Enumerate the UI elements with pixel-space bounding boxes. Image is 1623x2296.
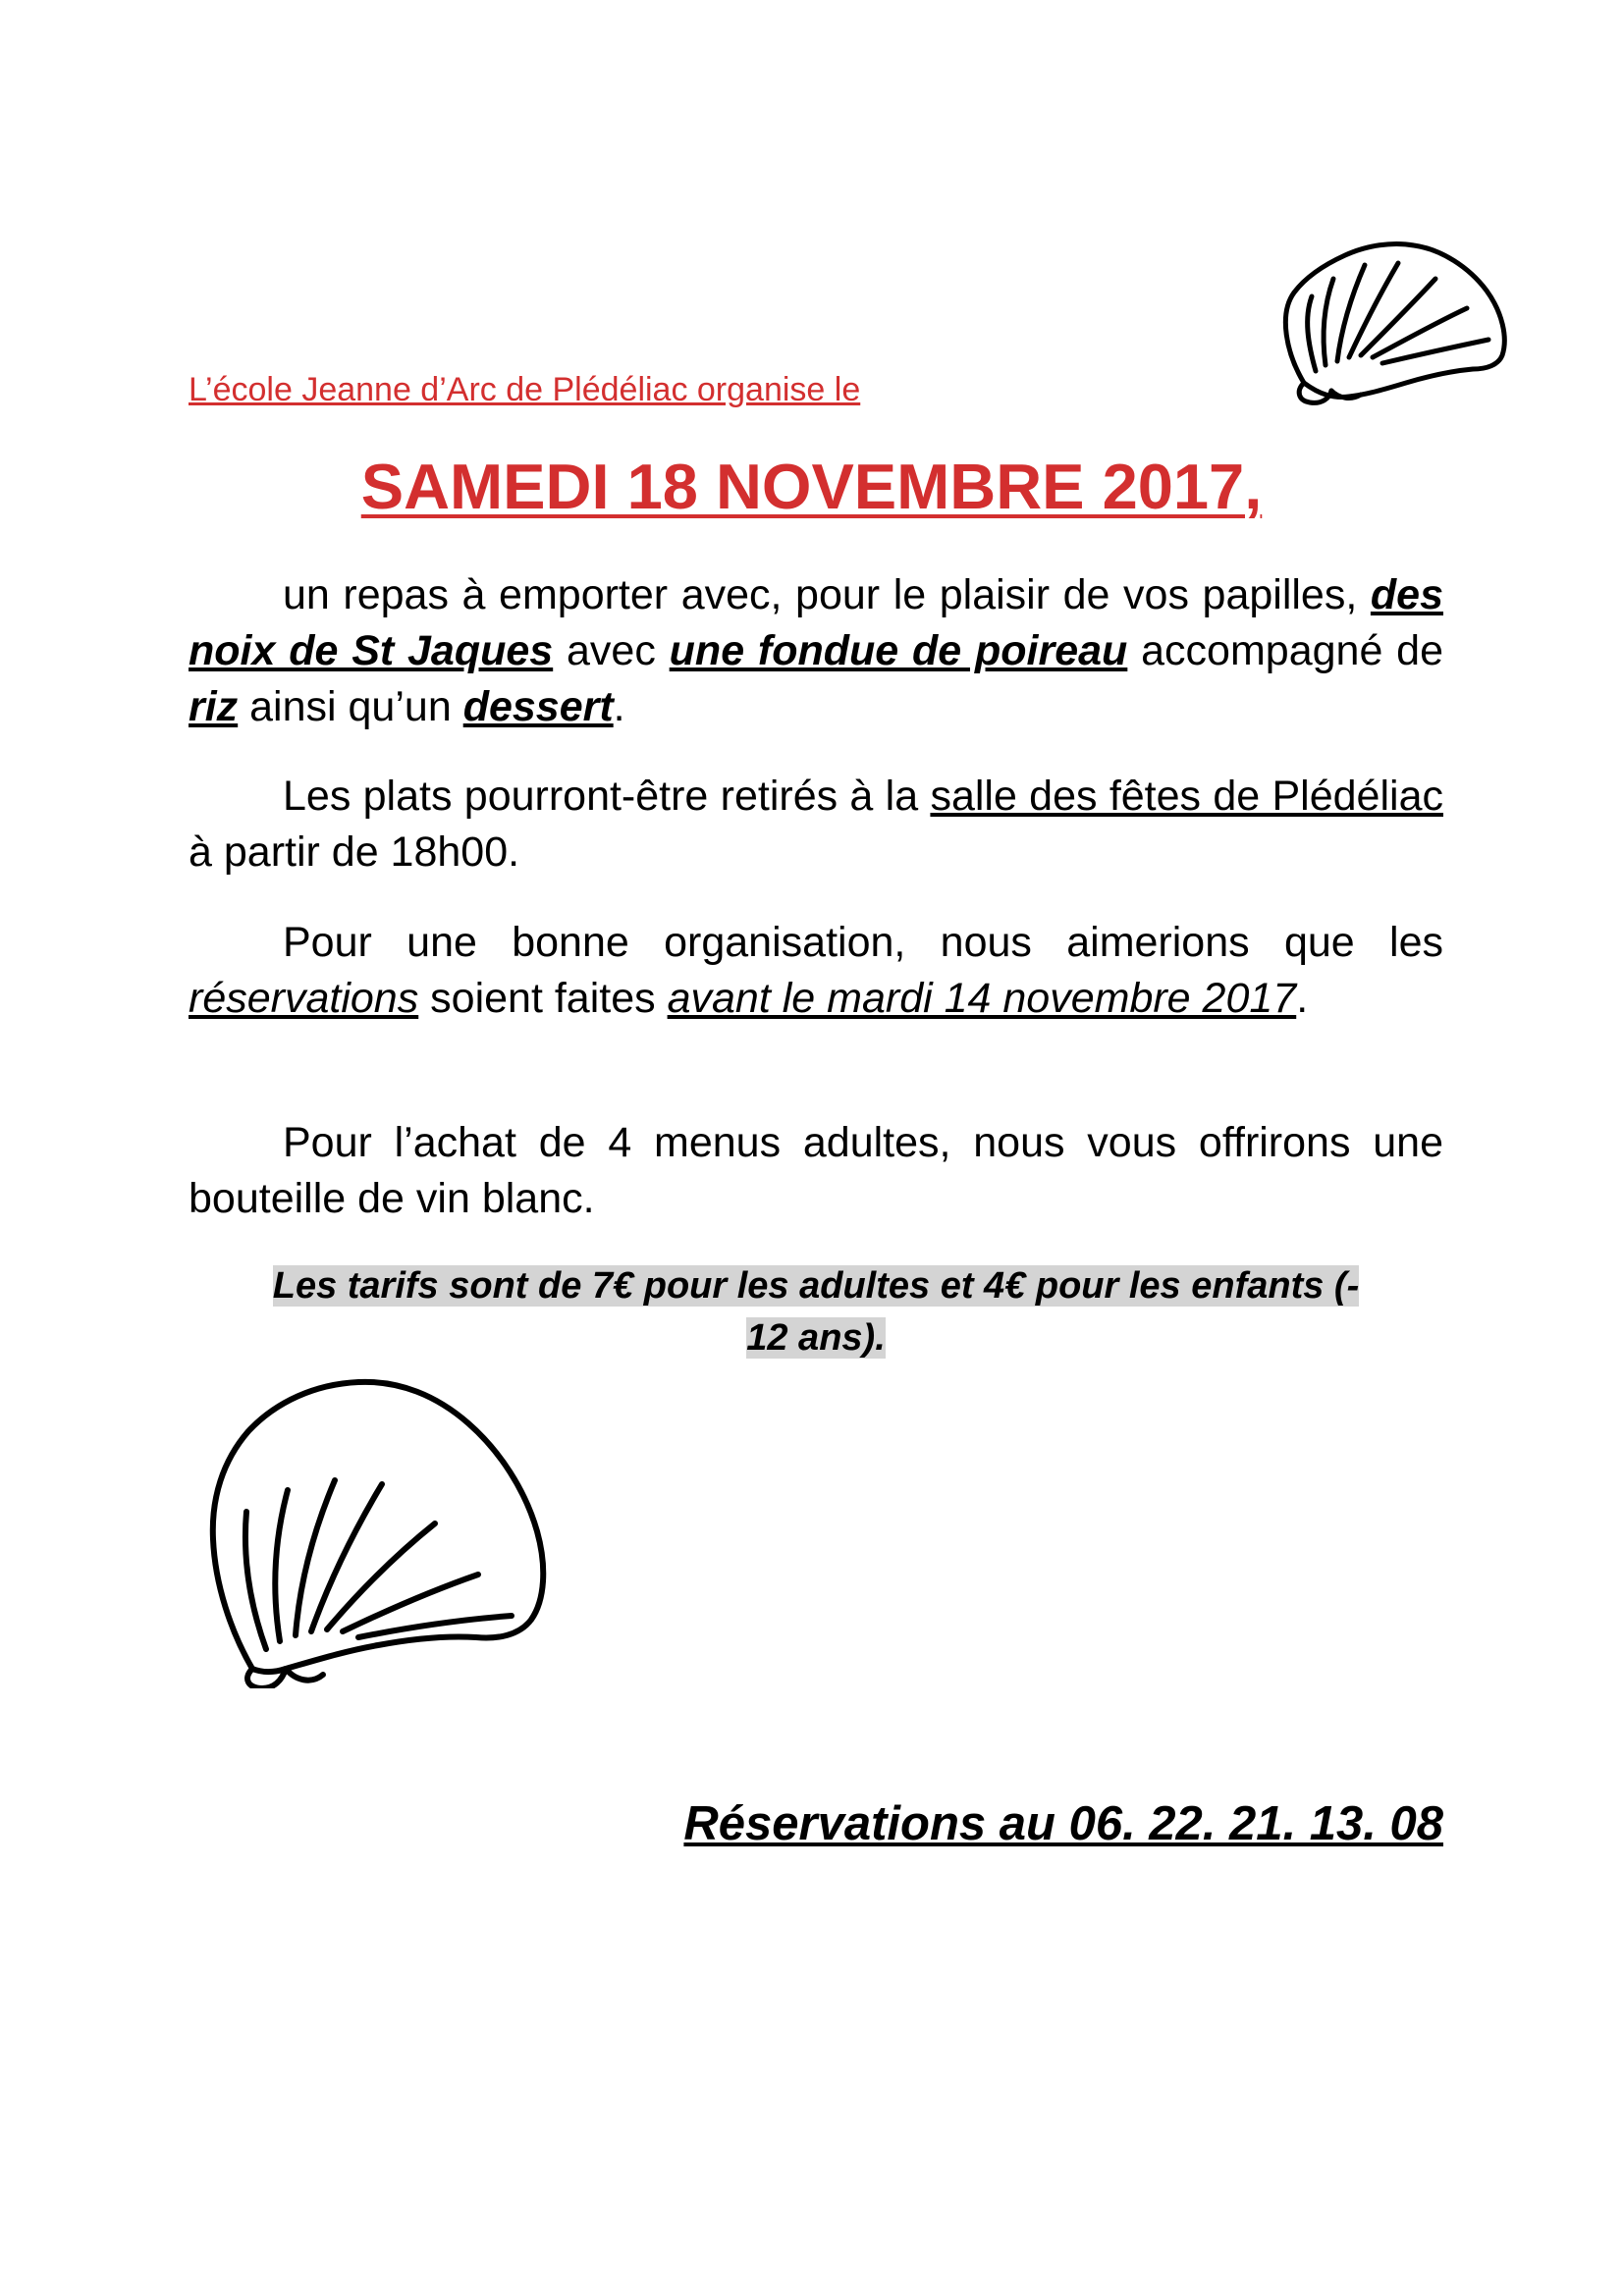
menu-text: accompagné de xyxy=(1127,627,1443,674)
booking-text: soient faites xyxy=(418,975,668,1022)
tariffs-block xyxy=(189,1260,1443,1364)
menu-scallops: des noix de St Jaques xyxy=(189,571,1443,674)
booking-deadline: avant le mardi 14 novembre 2017 xyxy=(667,975,1297,1022)
menu-text: avec xyxy=(553,627,670,674)
intro-line: L’école Jeanne d’Arc de Plédéliac organise le xyxy=(189,371,861,408)
pickup-location: salle des fêtes de Plédéliac xyxy=(930,773,1443,820)
menu-dessert: dessert xyxy=(462,683,614,730)
wine-offer-paragraph: Pour l’achat de 4 menus adultes, nous vous offrirons une bouteille de vin blanc. xyxy=(189,1119,1443,1222)
scallop-shell-icon xyxy=(1276,236,1512,410)
menu-paragraph xyxy=(189,567,1443,735)
tariffs-line: Les tarifs sont de 7€ pour les adultes et 4€ pour les enfants (- xyxy=(272,1265,1360,1307)
scallop-shell-icon xyxy=(201,1374,555,1688)
pickup-paragraph xyxy=(189,769,1443,881)
reservation-phone: Réservations au 06. 22. 21. 13. 08 xyxy=(683,1797,1443,1850)
menu-text: ainsi qu’un xyxy=(238,683,463,730)
menu-text: . xyxy=(613,683,625,730)
tariffs-line: 12 ans). xyxy=(746,1317,886,1359)
pickup-text: à partir de 18h00. xyxy=(189,828,520,876)
booking-deadline-paragraph xyxy=(189,915,1443,1027)
booking-text: . xyxy=(1296,975,1309,1022)
booking-reservations: réservations xyxy=(189,975,419,1022)
pickup-text: Les plats pourront-être retirés à la xyxy=(283,773,931,820)
booking-text: Pour une bonne organisation, nous aimerions que les xyxy=(283,919,1443,966)
menu-text: un repas à emporter avec, pour le plaisir de vos papilles, xyxy=(283,571,1371,618)
menu-rice: riz xyxy=(189,683,239,730)
menu-leek-fondue: une fondue de poireau xyxy=(669,627,1128,674)
event-date-headline: SAMEDI 18 NOVEMBRE 2017, xyxy=(360,451,1263,522)
